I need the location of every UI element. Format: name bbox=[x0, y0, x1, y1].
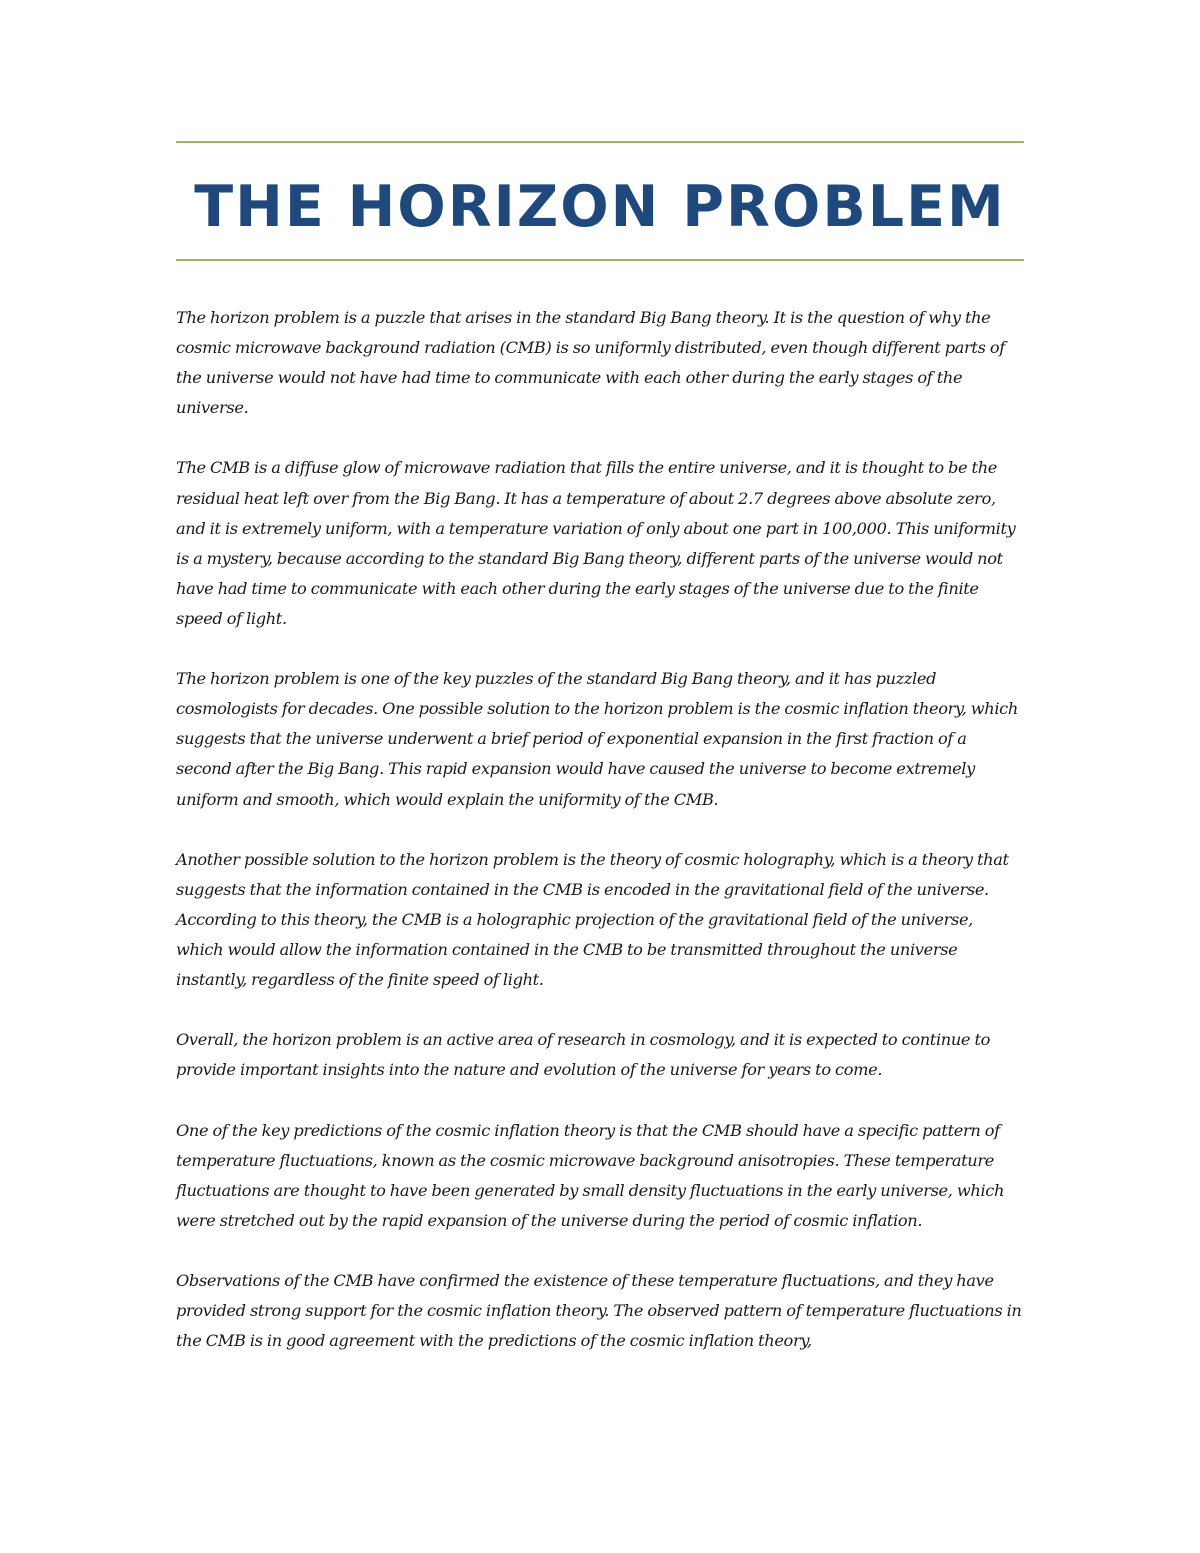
document-title: THE HORIZON PROBLEM bbox=[194, 174, 1006, 240]
paragraph-5: Overall, the horizon problem is an active area of research in cosmology, and it is expected to continue to provide important insights into the nature and evolution of the universe for years to come. bbox=[176, 1030, 991, 1080]
title-bottom-rule bbox=[176, 259, 1024, 261]
document-page bbox=[176, 141, 1024, 1386]
paragraph-6: One of the key predictions of the cosmic inflation theory is that the CMB should have a specific pattern of temperature fluctuations, known as the cosmic microwave background anisotropies. These temperature fluctuations are thought to have been generated by small density fluctuations in the early universe, which were stretched out by the rapid expansion of the universe during the period of cosmic inflation. bbox=[176, 1120, 1005, 1230]
paragraph-3: The horizon problem is one of the key puzzles of the standard Big Bang theory, and it has puzzled cosmologists for decades. One possible solution to the horizon problem is the cosmic inflation theory, which suggests that the universe underwent a brief period of exponential expansion in the first fraction of a second after the Big Bang. This rapid expansion would have caused the universe to become extremely uniform and smooth, which would explain the uniformity of the CMB. bbox=[176, 669, 1018, 809]
paragraph-4: Another possible solution to the horizon problem is the theory of cosmic holography, which is a theory that suggests that the information contained in the CMB is encoded in the gravitational field of the universe. According to this theory, the CMB is a holographic projection of the gravitational field of the universe, which would allow the information contained in the CMB to be transmitted throughout the universe instantly, regardless of the finite speed of light. bbox=[176, 849, 1009, 990]
paragraph-7: Observations of the CMB have confirmed the existence of these temperature fluctuations, and they have provided strong support for the cosmic inflation theory. The observed pattern of temperature fluctuations in the CMB is in good agreement with the predictions of the cosmic inflation theory, bbox=[176, 1271, 1022, 1351]
paragraph-1: The horizon problem is a puzzle that arises in the standard Big Bang theory. It is the question of why the cosmic microwave background radiation (CMB) is so uniformly distributed, even though different parts of the universe would not have had time to communicate with each other during the early stages of the universe. bbox=[176, 308, 1005, 418]
document-body bbox=[176, 303, 1024, 1356]
title-top-rule bbox=[176, 141, 1024, 143]
paragraph-2: The CMB is a diffuse glow of microwave radiation that fills the entire universe, and it is thought to be the residual heat left over from the Big Bang. It has a temperature of about 2.7 degrees above absolute zero, and it is extremely uniform, with a temperature variation of only about one part in 100,000. This uniformity is a mystery, because according to the standard Big Bang theory, different parts of the universe would not have had time to communicate with each other during the early stages of the universe due to the finite speed of light. bbox=[176, 458, 1016, 628]
